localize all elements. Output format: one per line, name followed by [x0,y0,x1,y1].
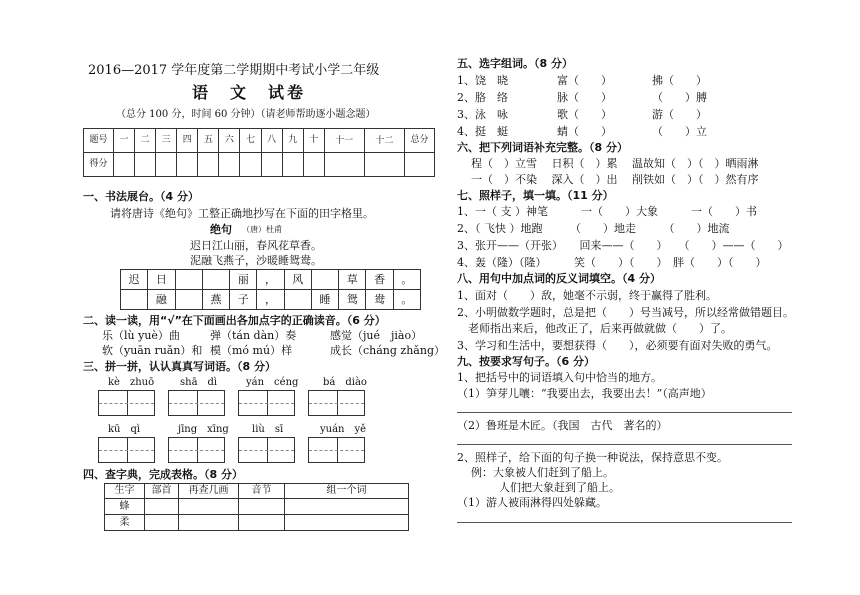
score-header-cell: 十二 [364,129,404,153]
score-table [83,128,435,177]
section-3-title: 三、拼一拼，认认真真写词语。（8 分） [83,360,276,373]
score-cell[interactable] [198,153,219,177]
exam-info: （总分 100 分，时间 60 分钟）（请老师帮助逐小题念题） [116,109,376,120]
section-1-instruction: 请将唐诗《绝句》工整正确地抄写在下面的田字格里。 [110,207,374,220]
grid-cell[interactable]: 睡 [311,289,339,310]
score-header-cell: 六 [219,129,240,153]
grid-cell[interactable]: 融 [147,289,175,310]
s5-pair-4: 4、挺 蜓 [457,125,508,138]
s5-blank-1a: 富（ ） [557,74,612,87]
th-syllable: 音节 [239,484,285,499]
score-header-cell: 十 [303,129,324,153]
score-cell[interactable] [240,153,261,177]
s2-item-3: 感觉（jué jiào） [330,329,423,342]
score-cell[interactable] [324,153,364,177]
grid-cell[interactable]: 鸳 [338,289,366,310]
dictionary-table [104,483,409,531]
subject-title: 语 文 试卷 [192,83,307,102]
pinyin-2: shā dì [180,377,218,388]
s6-line-1: 程（ ）立雪 日积（ ）累 温故知（ ）（ ）晒雨淋 [471,157,759,170]
poem-title: 绝句 [210,223,232,236]
s5-blank-2a: 脉（ ） [557,91,612,104]
score-header-cell: 四 [177,129,198,153]
section-2-title: 二、读一读，用“√”在下面画出各加点字的正确读音。（6 分） [83,314,386,327]
row-char: 蜂 [105,499,145,515]
s2-item-5: 模（mó mú）样 [210,344,293,357]
s5-pair-3: 3、泳 咏 [457,108,508,121]
score-cell[interactable] [219,153,240,177]
poem-author: （唐）杜甫 [242,225,282,234]
s9-example-1: 例：大象被人们赶到了船上。 [471,466,614,479]
row-char: 柔 [105,515,145,531]
grid-cell[interactable]: 风 [284,269,312,290]
grid-cell[interactable]: 香 [365,269,393,290]
s5-pair-1: 1、饶 晓 [457,74,508,87]
grid-cell[interactable]: 草 [338,269,366,290]
s2-item-6: 成长（cháng zhǎng） [330,344,445,357]
s6-line-2: 一（ ）不染 深入（ ）出 削铁如（ ）（ ）然有序 [471,173,759,186]
s7-line-2: 2、（ 飞快 ）地跑 （ ）地走 （ ）地流 [457,222,730,235]
pinyin-7: liù sī [252,424,284,435]
s5-blank-4b: （ ）立 [652,125,707,138]
s5-pair-2: 2、胳 络 [457,91,508,104]
score-cell[interactable] [114,153,135,177]
section-1-title: 一、书法展台。（4 分） [83,190,199,203]
writing-box[interactable] [238,437,295,463]
section-8-title: 八、用句中加点词的反义词填空。（4 分） [457,272,661,285]
answer-line[interactable] [457,522,792,523]
score-cell[interactable] [156,153,177,177]
th-strokes: 再查几画 [179,484,239,499]
pinyin-1: kè zhuō [108,377,155,388]
writing-box[interactable] [168,390,225,416]
score-header-cell: 七 [240,129,261,153]
writing-box[interactable] [308,437,365,463]
s9-example-2: 人们把大象赶到了船上。 [499,481,620,494]
grid-cell[interactable]: 迟 [120,269,148,290]
answer-line[interactable] [457,412,792,413]
grid-cell[interactable] [202,269,230,290]
grid-cell[interactable] [120,289,148,310]
score-label: 得分 [84,153,114,177]
s9-line-4: 2、照样子，给下面的句子换一种说法，保持意思不变。 [457,451,728,464]
s2-item-2: 弹（tán dàn）奏 [210,329,297,342]
section-9-title: 九、按要求写句子。（6 分） [457,355,595,368]
s9-line-1: 1、把括号中的词语填入句中恰当的地方。 [457,371,662,384]
section-4-title: 四、查字典，完成表格。（8 分） [83,468,243,481]
score-header-cell: 总分 [405,129,435,153]
s9-line-2: （1）笋芽儿嚷：“我要出去，我要出去！”（高声地） [457,387,712,400]
score-header-cell: 一 [114,129,135,153]
writing-boxes-row-1 [98,390,378,421]
s5-blank-2b: （ ）膊 [652,91,707,104]
grid-cell[interactable]: 日 [147,269,175,290]
s8-line-4: 3、学习和生活中，要想获得（ ），必须要有面对失败的勇气。 [457,339,778,352]
grid-cell[interactable]: 燕 [202,289,230,310]
score-cell[interactable] [135,153,156,177]
grid-cell[interactable]: 子 [229,289,257,310]
score-cell[interactable] [405,153,435,177]
s2-item-4: 软（yuān ruǎn）和 [102,344,203,357]
s8-line-3: 老师指出来后，他改正了，后来再做就做（ ）了。 [457,322,732,335]
writing-boxes-row-2 [98,437,378,468]
th-radical: 部首 [145,484,179,499]
th-word: 组一个词 [285,484,409,499]
grid-cell[interactable] [284,289,312,310]
grid-cell[interactable]: 。 [393,269,421,290]
grid-cell[interactable] [311,269,339,290]
s8-line-1: 1、面对（ ）敌，她毫不示弱，终于赢得了胜利。 [457,289,717,302]
pinyin-8: yuán yě [320,424,367,435]
score-cell[interactable] [364,153,404,177]
s7-line-1: 1、一（ 支 ）神笔 一（ ）大象 一（ ）书 [457,205,757,218]
s5-blank-3b: 游（ ） [652,108,707,121]
poem-line-2: 泥融飞燕子，沙暖睡鸳鸯。 [190,254,322,267]
writing-box[interactable] [98,437,155,463]
writing-box[interactable] [238,390,295,416]
pinyin-3: yán céng [246,377,299,388]
s2-item-1: 乐（lù yuè）曲 [102,329,180,342]
s5-blank-3a: 歌（ ） [557,108,612,121]
score-header-cell: 五 [198,129,219,153]
score-header-cell: 八 [261,129,282,153]
section-6-title: 六、把下列词语补充完整。（8 分） [457,141,628,154]
score-cell[interactable] [261,153,282,177]
score-header-cell: 二 [135,129,156,153]
s9-line-3: （2）鲁班是木匠。（我国 古代 著名的） [457,419,668,432]
section-7-title: 七、照样子，填一填。（11 分） [457,189,614,202]
grid-cell[interactable]: ， [256,289,284,310]
score-cell[interactable] [303,153,324,177]
score-header-cell: 题号 [84,129,114,153]
exam-title: 2016—2017 学年度第二学期期中考试小学二年级 [88,63,380,78]
pinyin-5: kū qì [108,424,141,435]
writing-box[interactable] [98,390,155,416]
grid-cell[interactable] [175,289,203,310]
s8-line-2: 2、小明做数学题时，总是把（ ）号当减号，所以经常做错题目。 [457,306,794,319]
s5-blank-1b: 拂（ ） [652,74,707,87]
writing-box[interactable] [308,390,365,416]
answer-line[interactable] [457,444,792,445]
writing-box[interactable] [168,437,225,463]
score-cell[interactable] [177,153,198,177]
tianzige-grid [120,269,420,309]
grid-cell[interactable]: 鸯 [365,289,393,310]
s5-blank-4a: 蜻（ ） [557,125,612,138]
pinyin-4: bá diào [323,377,367,388]
score-header-cell: 九 [282,129,303,153]
grid-cell[interactable]: 。 [393,289,421,310]
score-header-cell: 三 [156,129,177,153]
s7-line-4: 4、轰（隆）（隆） 笑（ ）（ ） 胖（ ）（ ） [457,256,767,269]
score-cell[interactable] [282,153,303,177]
score-header-cell: 十一 [324,129,364,153]
grid-cell[interactable]: ， [256,269,284,290]
grid-cell[interactable] [175,269,203,290]
th-char: 生字 [105,484,145,499]
s7-line-3: 3、张开——（开张） 回来——（ ） （ ）——（ ） [457,239,789,252]
section-5-title: 五、选字组词。（8 分） [457,57,573,70]
poem-line-1: 迟日江山丽，春风花草香。 [190,239,322,252]
grid-cell[interactable]: 丽 [229,269,257,290]
pinyin-6: jīng xīng [178,424,229,435]
s9-line-7: （1）游人被雨淋得四处躲藏。 [457,496,607,509]
